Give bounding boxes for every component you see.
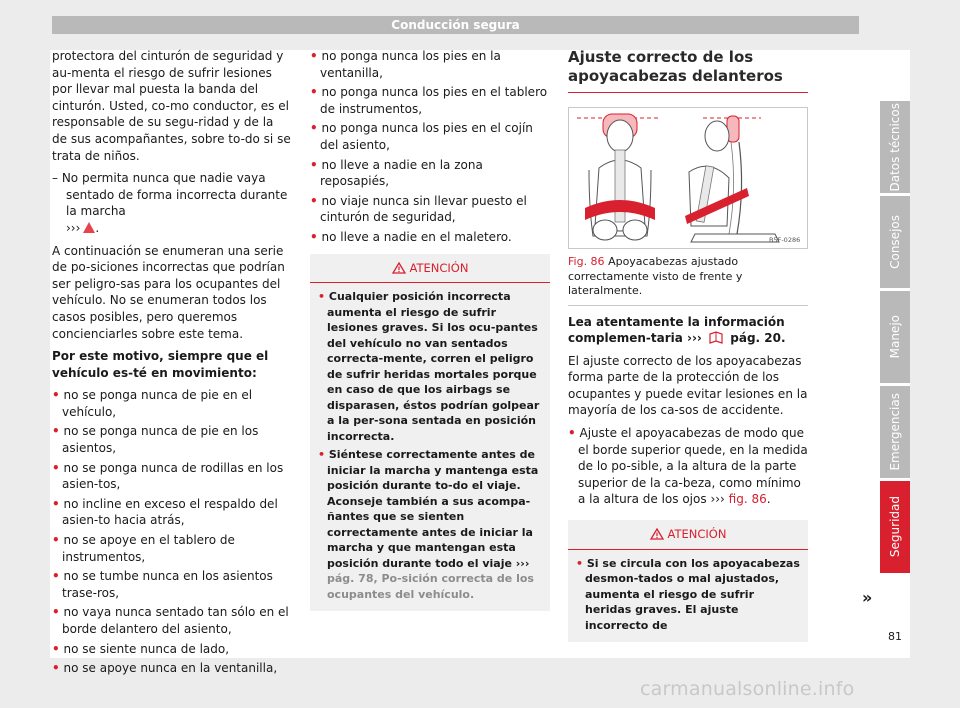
- warning-item: • Siéntese correctamente antes de iniciar la marcha y mantenga esta posición durante to-do el viaje. Aconseje también a sus acompa-ñantes que se sienten correctamente antes de iniciar la marcha y que mantengan esta posición durante todo el viaje ››› pág. 78, Po-sición correcta de los ocupantes del vehículo.: [318, 448, 539, 601]
- tab-seguridad[interactable]: Seguridad: [880, 481, 910, 573]
- section-title: Ajuste correcto de los apoyacabezas delanteros: [568, 48, 808, 93]
- warning-icon: [83, 222, 95, 233]
- list-item: • no ponga nunca los pies en el tablero de instrumentos,: [310, 85, 548, 116]
- side-tabs: [880, 101, 910, 576]
- paragraph: protectora del cinturón de seguridad y au-menta el riesgo de sufrir lesiones por llevar mal puesta la banda del cinturón. Usted, co-mo conductor, es el responsable de su segu-ridad y de la de sus acompañantes, sobre to-do si se trata de niños.: [52, 49, 291, 163]
- column-1: [52, 48, 292, 680]
- column-3: [568, 48, 808, 642]
- paragraph: A continuación se enumeran una serie de po-siciones incorrectas que podrían ser peligro-sas para los ocupantes del vehículo. No se enumeran todos los casos posibles, pero queremos concienciarles sobre este tema.: [52, 243, 285, 341]
- list-item: • no ponga nunca los pies en el cojín del asiento,: [310, 121, 533, 152]
- continue-marker: »: [862, 588, 873, 607]
- list-item: • no lleve a nadie en el maletero.: [310, 229, 512, 244]
- figure-code: B5F-0286: [769, 236, 801, 244]
- figure-reference-link[interactable]: fig. 86: [728, 492, 767, 507]
- figure-caption: Fig. 86 Apoyacabezas ajustado correctamente visto de frente y lateralmente.: [568, 255, 808, 306]
- list-item: • no se ponga nunca de pie en los asientos,: [52, 424, 259, 456]
- paragraph: El ajuste correcto de los apoyacabezas forma parte de la protección de los ocupantes y puede evitar lesiones en la mayoría de los ca-sos de accidente.: [568, 353, 808, 418]
- warning-icon: [392, 262, 406, 274]
- tab-consejos[interactable]: Consejos: [880, 196, 910, 288]
- list-item: • Ajuste el apoyacabezas de modo que el borde superior quede, en la medida de lo po-sible, a la altura de la parte superior de la ca-beza, como mínimo a la altura de los ojos ››› fig. 86.: [568, 426, 808, 507]
- headrest-illustration: [569, 108, 807, 248]
- warning-header: ATENCIÓN: [568, 520, 808, 550]
- tab-emergencias[interactable]: Emergencias: [880, 386, 910, 478]
- paragraph-bold: Lea atentamente la información complemen-taria ››› pág. 20.: [568, 314, 786, 346]
- list-item: • no se tumbe nunca en los asientos trase-ros,: [52, 569, 273, 600]
- watermark: carmanualsonline.info: [640, 678, 855, 700]
- page-header: Conducción segura: [52, 16, 859, 34]
- tab-manejo[interactable]: Manejo: [880, 291, 910, 383]
- column-2: [310, 48, 550, 611]
- list-item: • no se ponga nunca de pie en el vehículo,: [52, 388, 253, 419]
- warning-body: [310, 283, 550, 611]
- warning-body: [568, 550, 808, 643]
- warning-box: [310, 254, 550, 612]
- list-item: • no vaya nunca sentado tan sólo en el borde delantero del asiento,: [52, 605, 289, 636]
- warning-icon: [650, 528, 664, 540]
- list-item: • no incline en exceso el respaldo del asien-to hacia atrás,: [52, 496, 278, 528]
- list-item: • no se apoye en el tablero de instrumentos,: [52, 533, 235, 564]
- warning-item: • Cualquier posición incorrecta aumenta el riesgo de sufrir lesiones graves. Si los ocu-pantes del vehículo no van sentados correcta-mente, corren el peligro de sufrir heridas mortales porque en caso de que los airbags se disparasen, éstos podrían golpear a la per-sona sentada en posición incorrecta.: [318, 290, 540, 443]
- list-item: • no se siente nunca de lado,: [52, 641, 230, 656]
- list-item: • no se apoye nunca en la ventanilla,: [52, 661, 278, 676]
- paragraph-bold: Por este motivo, siempre que el vehículo es-té en movimiento:: [52, 349, 269, 380]
- warning-header: ATENCIÓN: [310, 254, 550, 284]
- page-reference-link[interactable]: pág. 78, Po-sición correcta de los ocupantes del vehículo.: [327, 572, 534, 601]
- figure-headrest: [568, 107, 808, 249]
- book-reference-icon: [708, 331, 724, 345]
- page-reference-link[interactable]: pág. 20.: [730, 331, 786, 346]
- list-item: • no lleve a nadie en la zona reposapiés,: [310, 157, 483, 189]
- list-item: • no ponga nunca los pies en la ventanilla,: [310, 49, 501, 80]
- warning-item: • Si se circula con los apoyacabezas desmon-tados o mal ajustados, aumenta el riesgo de sufrir heridas graves. El ajuste incorrecto de: [576, 556, 800, 632]
- ref-arrows: ›››: [66, 220, 81, 235]
- warning-box: [568, 520, 808, 642]
- tab-datos-tecnicos[interactable]: Datos técnicos: [880, 101, 910, 193]
- dash-item: – No permita nunca que nadie vaya sentado de forma incorrecta durante la marcha ››› .: [52, 171, 288, 235]
- list-item: • no viaje nunca sin llevar puesto el cinturón de seguridad,: [310, 193, 527, 225]
- page-number: 81: [888, 630, 902, 643]
- list-item: • no se ponga nunca de rodillas en los asien-tos,: [52, 460, 284, 492]
